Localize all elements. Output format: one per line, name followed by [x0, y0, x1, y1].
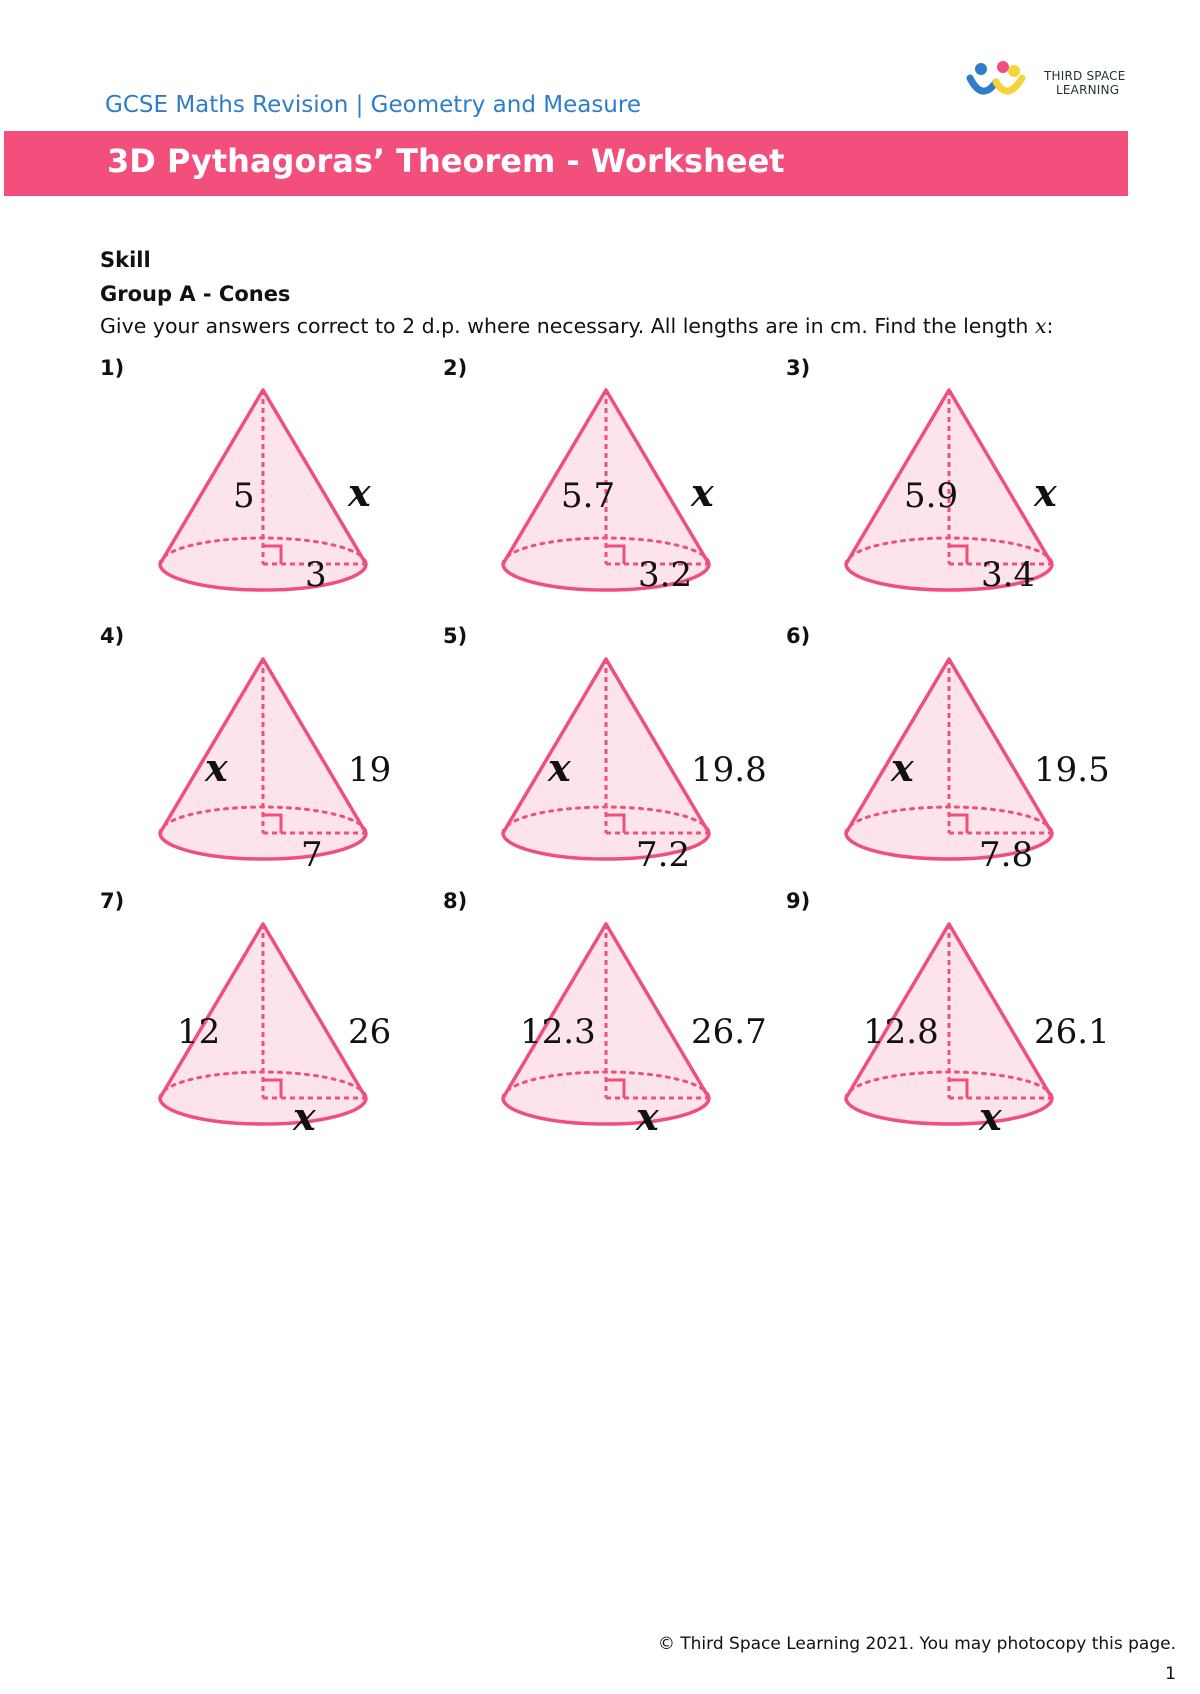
cone-diagram — [148, 918, 408, 1148]
question-number: 2) — [443, 356, 468, 380]
slant-label: x — [1034, 470, 1057, 515]
logo-line-2: LEARNING — [1056, 83, 1120, 97]
question-number: 7) — [100, 889, 125, 913]
footer-copyright: © Third Space Learning 2021. You may photocopy this page. — [657, 1634, 1176, 1654]
third-space-learning-logo — [966, 60, 1136, 106]
cone-diagram — [148, 384, 408, 614]
worksheet-title: 3D Pythagoras’ Theorem - Worksheet — [107, 142, 785, 180]
question-number: 6) — [786, 624, 811, 648]
question-number: 9) — [786, 889, 811, 913]
radius-label: 3.2 — [638, 555, 693, 595]
height-label: x — [548, 745, 571, 790]
radius-label: x — [636, 1094, 659, 1139]
cone-diagram — [834, 653, 1110, 883]
height-label: x — [891, 745, 914, 790]
question-number: 4) — [100, 624, 125, 648]
instructions-variable: x — [1034, 314, 1047, 338]
height-label: 12 — [177, 1012, 221, 1052]
slant-label: 26 — [348, 1012, 392, 1052]
slant-label: 19.8 — [691, 750, 767, 790]
height-label: x — [205, 745, 228, 790]
slant-label: 26.7 — [691, 1012, 767, 1052]
cone-diagram — [491, 653, 767, 883]
skill-heading: Skill — [100, 248, 151, 272]
height-label: 12.3 — [520, 1012, 596, 1052]
logo-line-1: THIRD SPACE — [1044, 69, 1126, 83]
question-number: 5) — [443, 624, 468, 648]
question-number: 1) — [100, 356, 125, 380]
radius-label: 3 — [305, 555, 327, 595]
height-label: 5.9 — [904, 476, 959, 516]
cone-diagram — [834, 918, 1110, 1148]
radius-label: 7 — [301, 835, 323, 875]
radius-label: 7.2 — [636, 835, 691, 875]
cone-diagram — [491, 918, 767, 1148]
cone-diagram — [834, 384, 1094, 614]
height-label: 5.7 — [561, 476, 616, 516]
logo-text — [1044, 69, 1126, 97]
height-label: 12.8 — [863, 1012, 939, 1052]
title-banner — [4, 131, 1128, 196]
slant-label: x — [348, 470, 371, 515]
cone-diagram — [491, 384, 751, 614]
slant-label: 26.1 — [1034, 1012, 1110, 1052]
slant-label: 19 — [348, 750, 392, 790]
worksheet-subtitle: GCSE Maths Revision | Geometry and Measure — [105, 92, 641, 118]
slant-label: 19.5 — [1034, 750, 1110, 790]
question-number: 8) — [443, 889, 468, 913]
height-label: 5 — [233, 476, 255, 516]
instructions-text: Give your answers correct to 2 d.p. where necessary. All lengths are in cm. Find the length — [100, 314, 1035, 338]
radius-label: 3.4 — [981, 555, 1036, 595]
question-number: 3) — [786, 356, 811, 380]
page-number: 1 — [1165, 1664, 1176, 1684]
radius-label: x — [293, 1094, 316, 1139]
instructions-end: : — [1046, 314, 1054, 338]
cone-diagram — [148, 653, 408, 883]
radius-label: 7.8 — [979, 835, 1034, 875]
instructions — [100, 314, 1053, 338]
slant-label: x — [691, 470, 714, 515]
group-heading: Group A - Cones — [100, 282, 291, 306]
radius-label: x — [979, 1094, 1002, 1139]
logo-mark-icon — [966, 60, 1042, 106]
